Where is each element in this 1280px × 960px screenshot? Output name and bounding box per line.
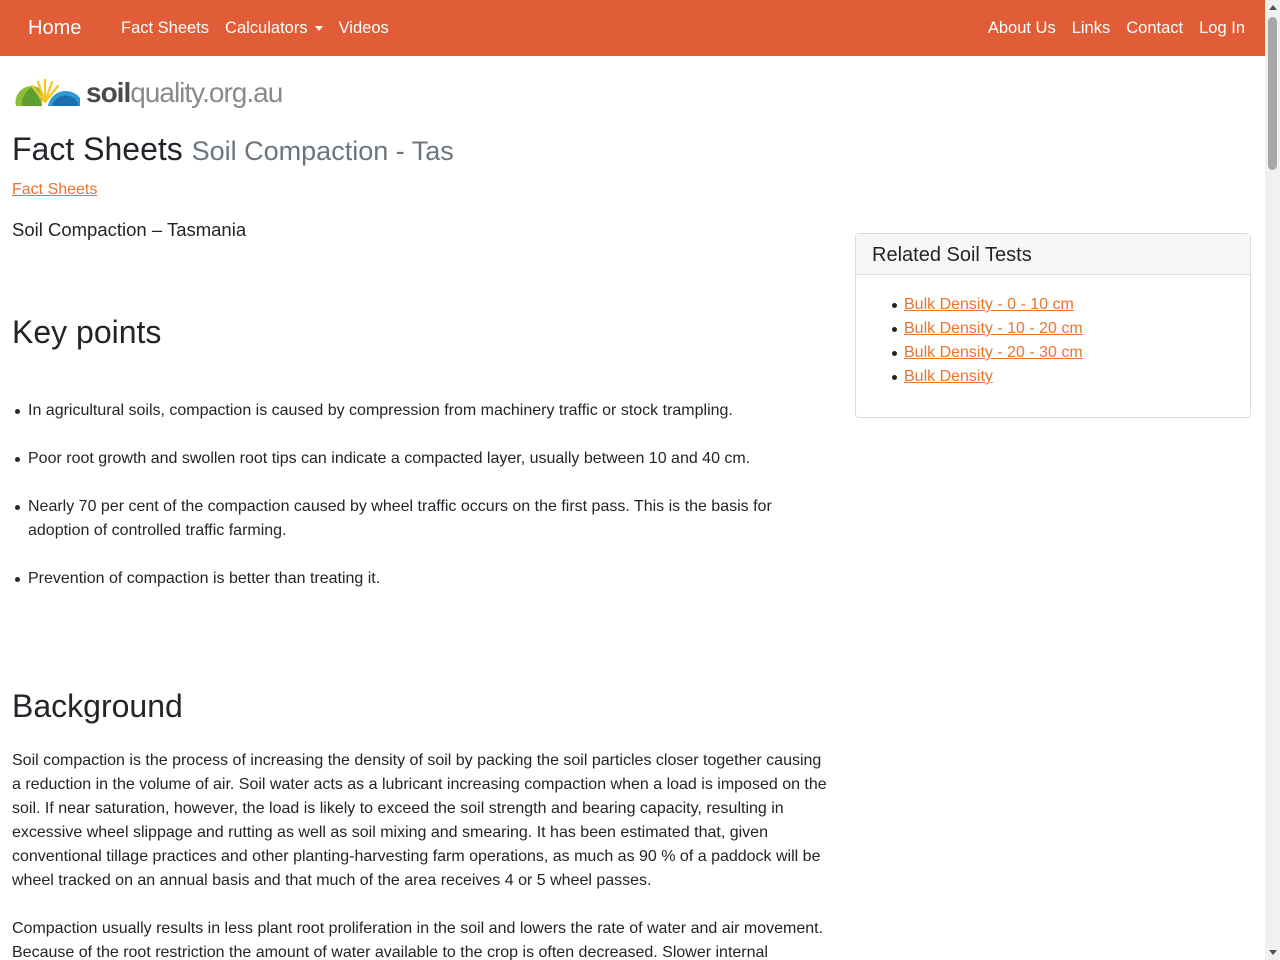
list-item: Poor root growth and swollen root tips can indicate a compacted layer, usually between 10 and 40 cm. [12,447,802,471]
breadcrumb-fact-sheets[interactable]: Fact Sheets [12,181,98,198]
link-bulk-density-10-20[interactable]: Bulk Density - 10 - 20 cm [904,320,1083,337]
key-points-heading: Key points [12,314,162,350]
nav-fact-sheets[interactable]: Fact Sheets [121,19,210,37]
nav-links[interactable]: Links [1071,19,1111,37]
sunrise-logo-icon [12,76,82,110]
background-paragraph-2: Compaction usually results in less plant root proliferation in the soil and lowers the rate of water and air movement. Because of the root restriction the amount of water available to the crop is often decreased. Slower internal [12,920,824,960]
nav-videos[interactable]: Videos [338,19,389,37]
link-bulk-density-20-30[interactable]: Bulk Density - 20 - 30 cm [904,344,1083,361]
nav-contact[interactable]: Contact [1126,19,1184,37]
home-link[interactable]: Home [28,17,82,39]
list-item [856,341,1250,365]
list-item: Prevention of compaction is better than treating it. [12,567,802,591]
scroll-down-button[interactable] [1265,945,1280,960]
link-bulk-density[interactable]: Bulk Density [904,368,993,385]
list-item [856,365,1250,389]
link-bulk-density-0-10[interactable]: Bulk Density - 0 - 10 cm [904,296,1074,313]
background-paragraph-1: Soil compaction is the process of increasing the density of soil by packing the soil particles closer together causing a reduction in the volume of air. Soil water acts as a lubricant increasing compaction when a load is imposed on the soil. If near saturation, however, the load is likely to exceed the soil strength and bearing capacity, resulting in excessive wheel slippage and rutting as well as soil mixing and smearing. It has been estimated that, given conventional tillage practices and other planting-harvesting farm operations, as much as 90 % of a paddock will be wheel tracked on an annual basis and that much of the area receives 4 or 5 wheel passes. [12,752,827,889]
nav-right-group [972,18,1245,38]
intro-heading: Soil Compaction – Tasmania [12,219,247,240]
vertical-scrollbar[interactable] [1265,0,1280,960]
card-body [856,275,1250,389]
list-item [856,293,1250,317]
related-soil-tests-card [855,233,1251,418]
arrow-up-icon [1269,5,1277,10]
list-item: In agricultural soils, compaction is caused by compression from machinery traffic or stock trampling. [12,399,802,423]
top-navbar [0,0,1265,56]
related-tests-list [856,293,1250,389]
list-item [856,317,1250,341]
scroll-up-button[interactable] [1265,0,1280,15]
page-title-main: Fact Sheets [12,131,183,167]
list-item: Nearly 70 per cent of the compaction caused by wheel traffic occurs on the first pass. This is the basis for adoption of controlled traffic farming. [12,495,802,543]
caret-down-icon [315,26,323,31]
nav-log-in[interactable]: Log In [1199,19,1245,37]
nav-about-us[interactable]: About Us [987,19,1056,37]
nav-left-group [121,18,405,38]
scrollbar-thumb[interactable] [1268,17,1277,170]
background-heading: Background [12,688,183,724]
key-points-list [12,399,802,615]
nav-calculators-dropdown[interactable] [225,18,323,38]
site-logo[interactable] [12,70,298,116]
logo-wordmark: soilquality.org.au [86,77,283,108]
card-header: Related Soil Tests [856,234,1250,275]
page-title [12,130,454,170]
nav-calculators-label[interactable]: Calculators [225,19,308,37]
arrow-down-icon [1269,950,1277,955]
page-subtitle: Soil Compaction - Tas [191,136,454,166]
